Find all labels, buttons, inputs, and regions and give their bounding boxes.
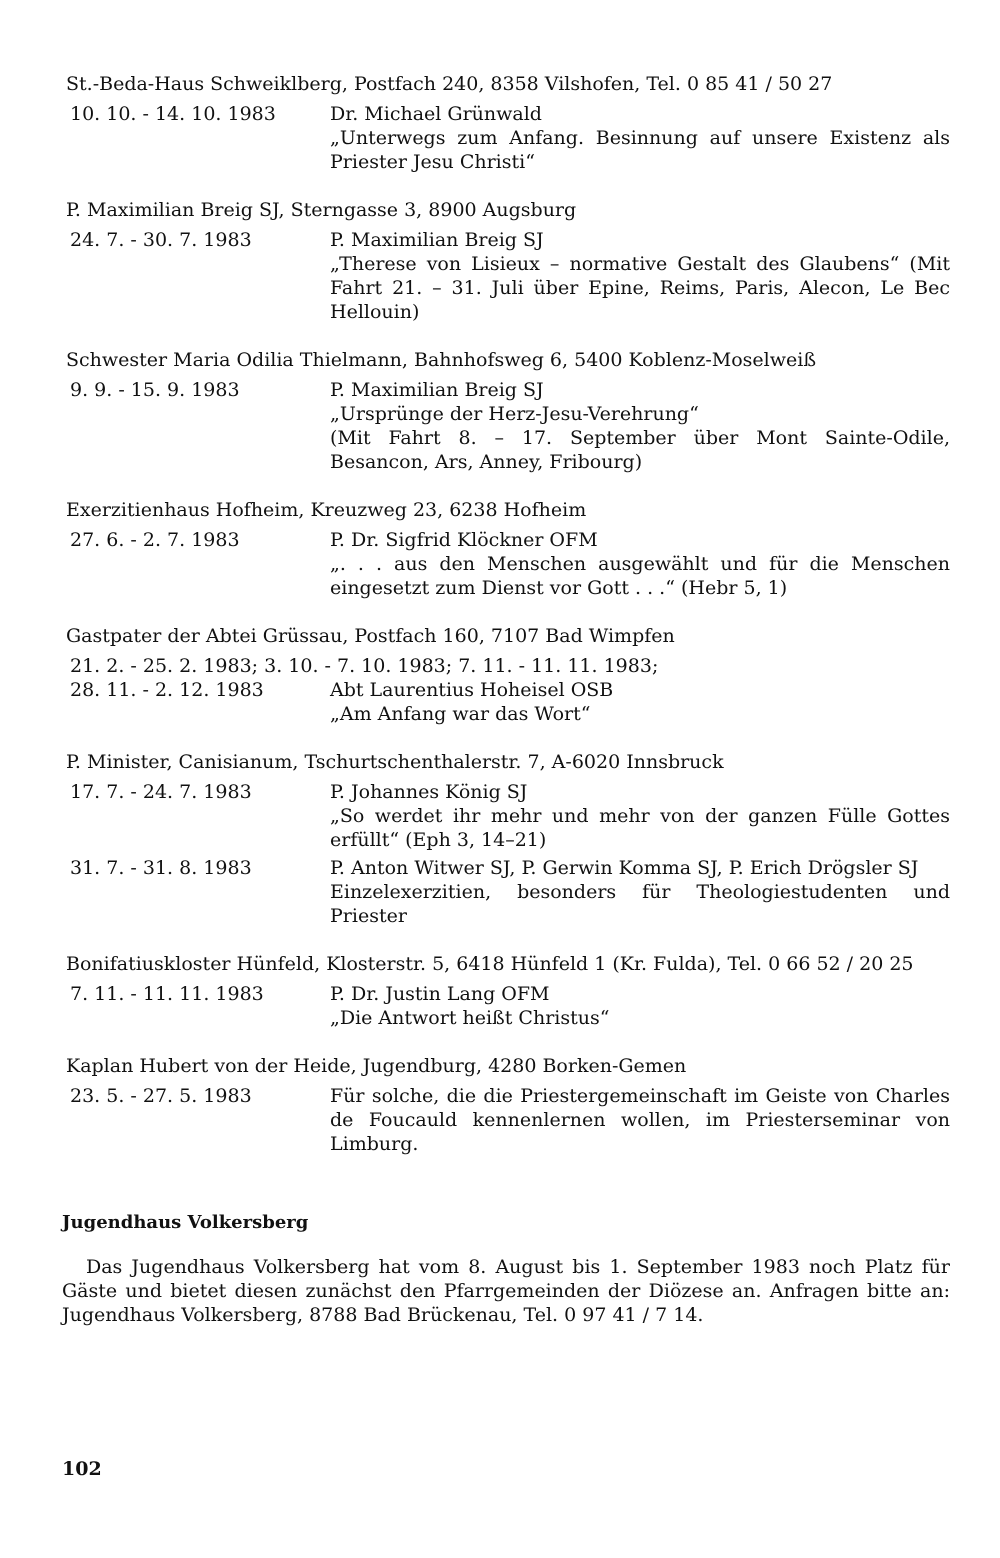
- entry-date: 9. 9. - 15. 9. 1983: [70, 379, 240, 401]
- venue-section: [62, 348, 950, 474]
- entry-description: [330, 378, 950, 474]
- retreat-entry: [62, 378, 950, 474]
- entry-date: 17. 7. - 24. 7. 1983: [70, 781, 252, 803]
- entry-topic: Einzelexerzitien, besonders für Theologiestudenten und Priester: [330, 881, 950, 927]
- document-page: [62, 72, 950, 1327]
- section-heading: Jugendhaus Volkersberg: [62, 1212, 309, 1233]
- entry-topic: „Therese von Lisieux – normative Gestalt des Glaubens“ (Mit Fahrt 21. – 31. Juli über Epine, Reims, Paris, Alecon, Le Bec Hellouin): [330, 253, 950, 323]
- venue-address: Kaplan Hubert von der Heide, Jugendburg, 4280 Borken-Gemen: [66, 1055, 687, 1077]
- entry-description: [330, 856, 950, 928]
- retreat-entry: [62, 780, 950, 852]
- entry-leader: P. Johannes König SJ: [330, 781, 528, 803]
- retreat-entry: [62, 856, 950, 928]
- entry-leader: Abt Laurentius Hoheisel OSB: [330, 679, 614, 701]
- venue-section: [62, 750, 950, 928]
- entry-topic: „Ursprünge der Herz-Jesu-Verehrung“: [330, 403, 699, 425]
- retreat-entry: [62, 102, 950, 174]
- entry-date: 27. 6. - 2. 7. 1983: [70, 529, 240, 551]
- entry-date: 31. 7. - 31. 8. 1983: [70, 857, 252, 879]
- entry-date: 10. 10. - 14. 10. 1983: [70, 103, 276, 125]
- entry-description: [330, 528, 950, 600]
- retreat-listing: [62, 72, 950, 1156]
- retreat-entry: [62, 678, 950, 726]
- page-number: 102: [62, 1458, 102, 1480]
- venue-section: [62, 72, 950, 174]
- entry-date: 23. 5. - 27. 5. 1983: [70, 1085, 252, 1107]
- entry-topic: (Mit Fahrt 8. – 17. September über Mont Sainte-Odile, Besancon, Ars, Anney, Fribourg): [330, 427, 950, 473]
- entry-date: 24. 7. - 30. 7. 1983: [70, 229, 252, 251]
- date-list: 21. 2. - 25. 2. 1983; 3. 10. - 7. 10. 1983; 7. 11. - 11. 11. 1983;: [70, 655, 659, 677]
- entry-description: [330, 1084, 950, 1156]
- retreat-entry: [62, 228, 950, 324]
- entry-date: 28. 11. - 2. 12. 1983: [70, 679, 264, 701]
- retreat-entry: [62, 1084, 950, 1156]
- entry-topic: „Die Antwort heißt Christus“: [330, 1007, 610, 1029]
- venue-address: Bonifatiuskloster Hünfeld, Klosterstr. 5, 6418 Hünfeld 1 (Kr. Fulda), Tel. 0 66 52 / 20 25: [66, 953, 914, 975]
- notice-paragraph: Das Jugendhaus Volkersberg hat vom 8. August bis 1. September 1983 noch Platz für Gäste und bietet diesen zunächst den Pfarrgemeinden der Diözese an. Anfragen bitte an: Jugendhaus Volkersberg, 8788 Bad Brückenau, Tel. 0 97 41 / 7 14.: [62, 1256, 950, 1326]
- entry-topic: „. . . aus den Menschen ausgewählt und für die Menschen eingesetzt zum Dienst vor Gott . . .“ (Hebr 5, 1): [330, 553, 950, 599]
- entry-leader: P. Anton Witwer SJ, P. Gerwin Komma SJ, P. Erich Drögsler SJ: [330, 857, 919, 879]
- entry-leader: P. Maximilian Breig SJ: [330, 379, 544, 401]
- entry-leader: Für solche, die die Priestergemeinschaft im Geiste von Charles de Foucauld kennenlernen wollen, im Priesterseminar von Limburg.: [330, 1085, 950, 1155]
- venue-address: P. Maximilian Breig SJ, Sterngasse 3, 8900 Augsburg: [66, 199, 577, 221]
- entry-date: 7. 11. - 11. 11. 1983: [70, 983, 264, 1005]
- venue-address: Exerzitienhaus Hofheim, Kreuzweg 23, 6238 Hofheim: [66, 499, 587, 521]
- entry-leader: P. Dr. Sigfrid Klöckner OFM: [330, 529, 598, 551]
- venue-address: St.-Beda-Haus Schweiklberg, Postfach 240, 8358 Vilshofen, Tel. 0 85 41 / 50 27: [66, 73, 833, 95]
- entry-topic: „So werdet ihr mehr und mehr von der ganzen Fülle Gottes erfüllt“ (Eph 3, 14–21): [330, 805, 950, 851]
- retreat-entry: [62, 528, 950, 600]
- entry-leader: P. Dr. Justin Lang OFM: [330, 983, 550, 1005]
- venue-address: Schwester Maria Odilia Thielmann, Bahnhofsweg 6, 5400 Koblenz-Moselweiß: [66, 349, 817, 371]
- venue-address: P. Minister, Canisianum, Tschurtschenthalerstr. 7, A-6020 Innsbruck: [66, 751, 724, 773]
- entry-topic: „Unterwegs zum Anfang. Besinnung auf unsere Existenz als Priester Jesu Christi“: [330, 127, 950, 173]
- venue-address: Gastpater der Abtei Grüssau, Postfach 160, 7107 Bad Wimpfen: [66, 625, 675, 647]
- venue-section: [62, 198, 950, 324]
- retreat-entry: [62, 982, 950, 1030]
- entry-topic: „Am Anfang war das Wort“: [330, 703, 591, 725]
- venue-section: [62, 624, 950, 726]
- entry-leader: P. Maximilian Breig SJ: [330, 229, 544, 251]
- entry-description: [330, 982, 950, 1030]
- venue-section: [62, 1054, 950, 1156]
- entry-description: [330, 228, 950, 324]
- venue-section: [62, 952, 950, 1030]
- entry-leader: Dr. Michael Grünwald: [330, 103, 542, 125]
- entry-description: [330, 678, 950, 726]
- entry-description: [330, 780, 950, 852]
- entry-description: [330, 102, 950, 174]
- venue-section: [62, 498, 950, 600]
